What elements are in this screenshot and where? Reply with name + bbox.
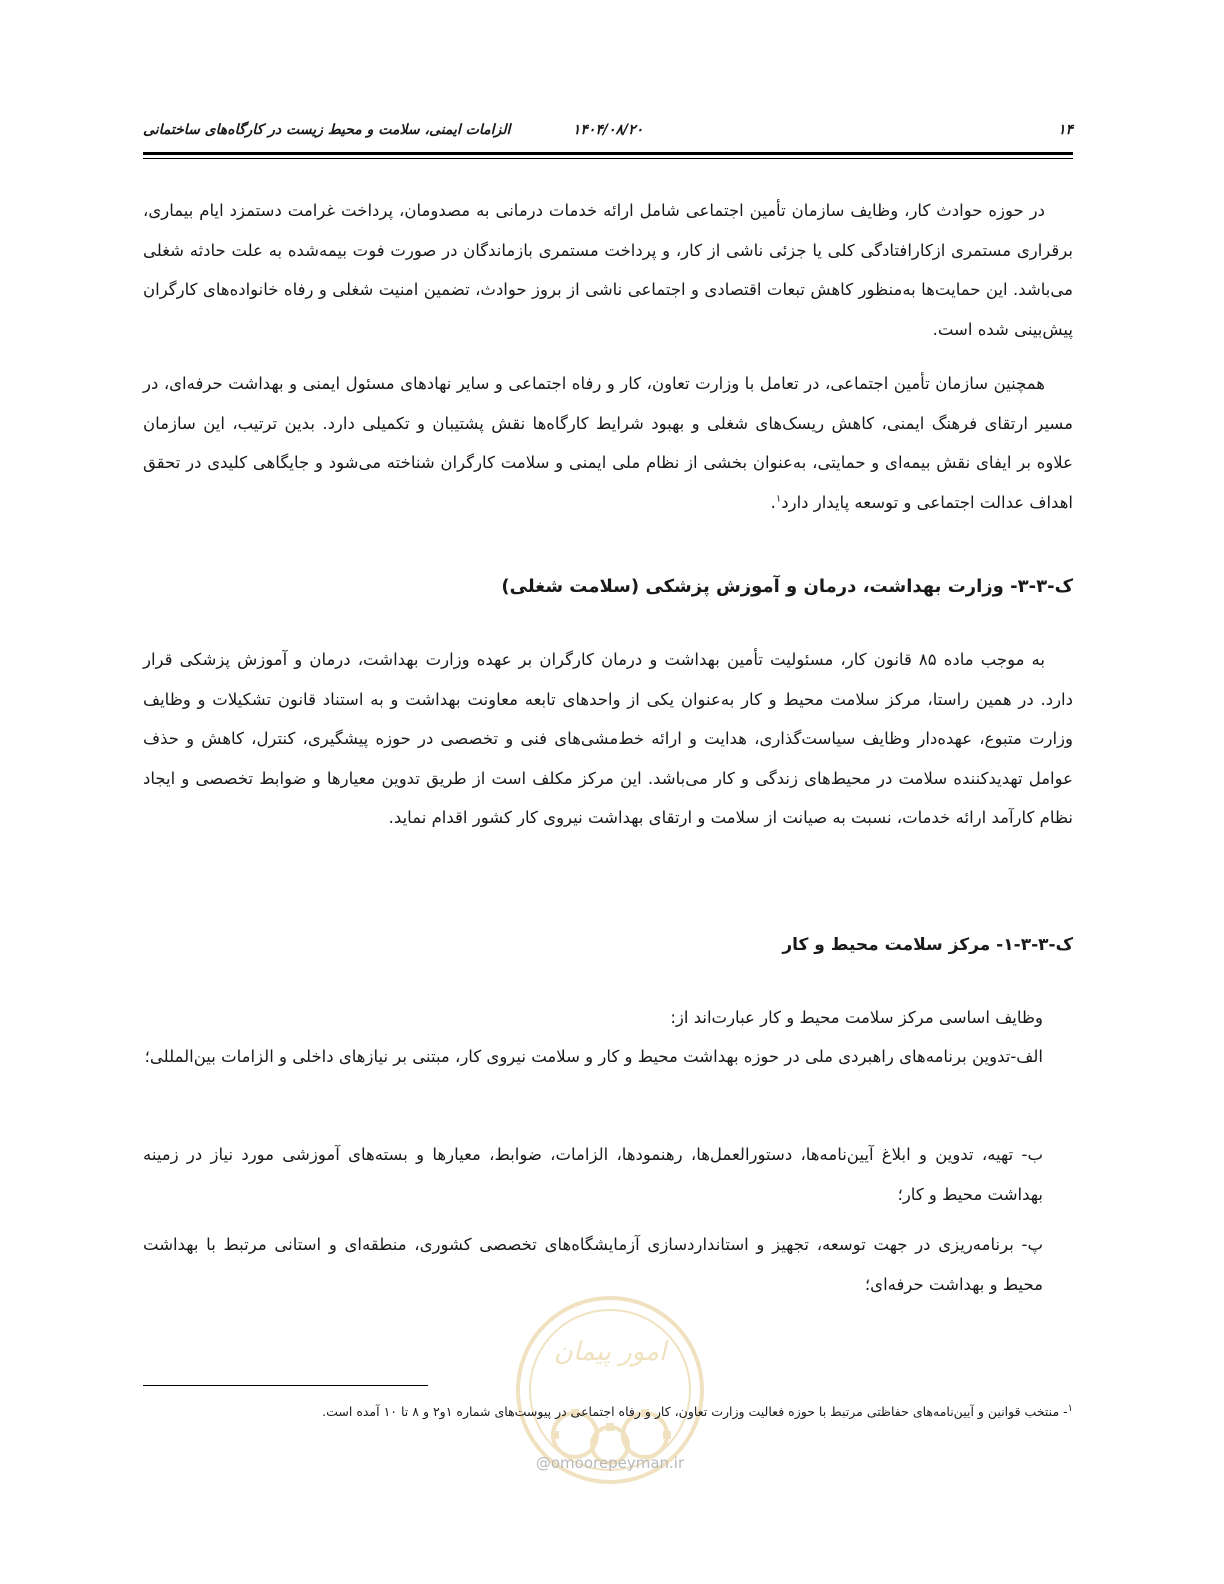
header-rule-thick [143, 152, 1073, 155]
list-intro: وظایف اساسی مرکز سلامت محیط و کار عبارت‌اند از: [670, 1008, 1043, 1027]
at-icon: @ [535, 1454, 551, 1472]
paragraph-text: همچنین سازمان تأمین اجتماعی، در تعامل با وزارت تعاون، کار و رفاه اجتماعی و سایر نهادهای مسئول ایمنی و بهداشت حرفه‌ای، در مسیر ارتقای فرهنگ ایمنی، کاهش ریسک‌های شغلی و بهبود شرایط کارگاه‌ها نقش پشتیبان و تکمیلی دارد. بدین ترتیب، این سازمان علاوه بر ایفای نقش بیمه‌ای و حمایتی، به‌عنوان بخشی از نظام ملی ایمنی و سلامت کارگران شناخته می‌شود و جایگاهی کلیدی در تحقق اهداف عدالت اجتماعی و توسعه پایدار دارد [143, 374, 1073, 512]
header-rule-thin [143, 158, 1073, 159]
footnote-text: - منتخب قوانین و آیین‌نامه‌های حفاظتی مرتبط با حوزه فعالیت وزارت تعاون، کار و رفاه اجتماعی در پیوست‌های شماره ۱و۲ و ۸ تا ۱۰ آمده است. [322, 1404, 1068, 1419]
list-item-be: ب- تهیه، تدوین و ابلاغ آیین‌نامه‌ها، دستورالعمل‌ها، رهنمودها، الزامات، ضوابط، معیارها و بسته‌های آموزشی مورد نیاز در زمینه بهداشت محیط و کار؛ [143, 1145, 1043, 1204]
paragraph-end: . [770, 492, 776, 512]
footnote-reference: ۱ [775, 493, 782, 504]
footnote [143, 1402, 1073, 1422]
section-heading-environment-center: ک-۳-۳-۱- مرکز سلامت محیط و کار [782, 935, 1073, 955]
footnote-rule [143, 1385, 428, 1386]
list-item-alef: الف-تدوین برنامه‌های راهبردی ملی در حوزه بهداشت محیط و کار و سلامت نیروی کار، مبتنی بر نیازهای داخلی و الزامات بین‌المللی؛ [144, 1047, 1043, 1066]
section-heading-ministry-health: ک-۳-۳- وزارت بهداشت، درمان و آموزش پزشکی (سلامت شغلی) [501, 576, 1073, 597]
watermark-site-text: omoorepeyman.ir [550, 1454, 685, 1472]
paragraph-social-security-cooperation [143, 364, 1073, 522]
watermark-site [510, 1454, 710, 1472]
header-title: الزامات ایمنی، سلامت و محیط زیست در کارگاه‌های ساختمانی [143, 122, 511, 138]
page-number: ۱۴ [1057, 122, 1073, 138]
list-item-pe: پ- برنامه‌ریزی در جهت توسعه، تجهیز و استانداردسازی آزمایشگاه‌های تخصصی کشوری، منطقه‌ای و استانی مرتبط با بهداشت محیط و بهداشت حرفه‌ای؛ [143, 1235, 1043, 1294]
watermark-logo-text: امور پیمان [553, 1337, 667, 1367]
page-header [143, 118, 1073, 146]
footnote-marker: ۱ [1067, 1402, 1073, 1414]
header-date: ۱۴۰۴/۰۸/۲۰ [572, 122, 644, 138]
paragraph-social-security-duties: در حوزه حوادث کار، وظایف سازمان تأمین اجتماعی شامل ارائه خدمات درمانی به مصدومان، پرداخت غرامت دستمزد ایام بیماری، برقراری مستمری ازکارافتادگی کلی یا جزئی ناشی از کار، و پرداخت مستمری بازماندگان در صورت فوت بیمه‌شده به علت حادثه شغلی می‌باشد. این حمایت‌ها به‌منظور کاهش تبعات اقتصادی و اجتماعی ناشی از بروز حوادث، تضمین امنیت شغلی و رفاه خانواده‌های کارگران پیش‌بینی شده است. [143, 201, 1073, 339]
paragraph-ministry-health: به موجب ماده ۸۵ قانون کار، مسئولیت تأمین بهداشت و درمان کارگران بر عهده وزارت بهداشت، درمان و آموزش پزشکی قرار دارد. در همین راستا، مرکز سلامت محیط و کار به‌عنوان یکی از واحدهای تابعه معاونت بهداشت و به استناد قانون تشکیلات و وظایف وزارت متبوع، عهده‌دار وظایف سیاست‌گذاری، هدایت و ارائه خط‌مشی‌های فنی و تخصصی در حوزه پیشگیری، کنترل، کاهش و حذف عوامل تهدیدکننده سلامت در محیط‌های زندگی و کار می‌باشد. این مرکز مکلف است از طریق تدوین معیارها و ضوابط تخصصی و ایجاد نظام کارآمد ارائه خدمات، نسبت به صیانت از سلامت و ارتقای بهداشت نیروی کار کشور اقدام نماید. [143, 650, 1073, 827]
